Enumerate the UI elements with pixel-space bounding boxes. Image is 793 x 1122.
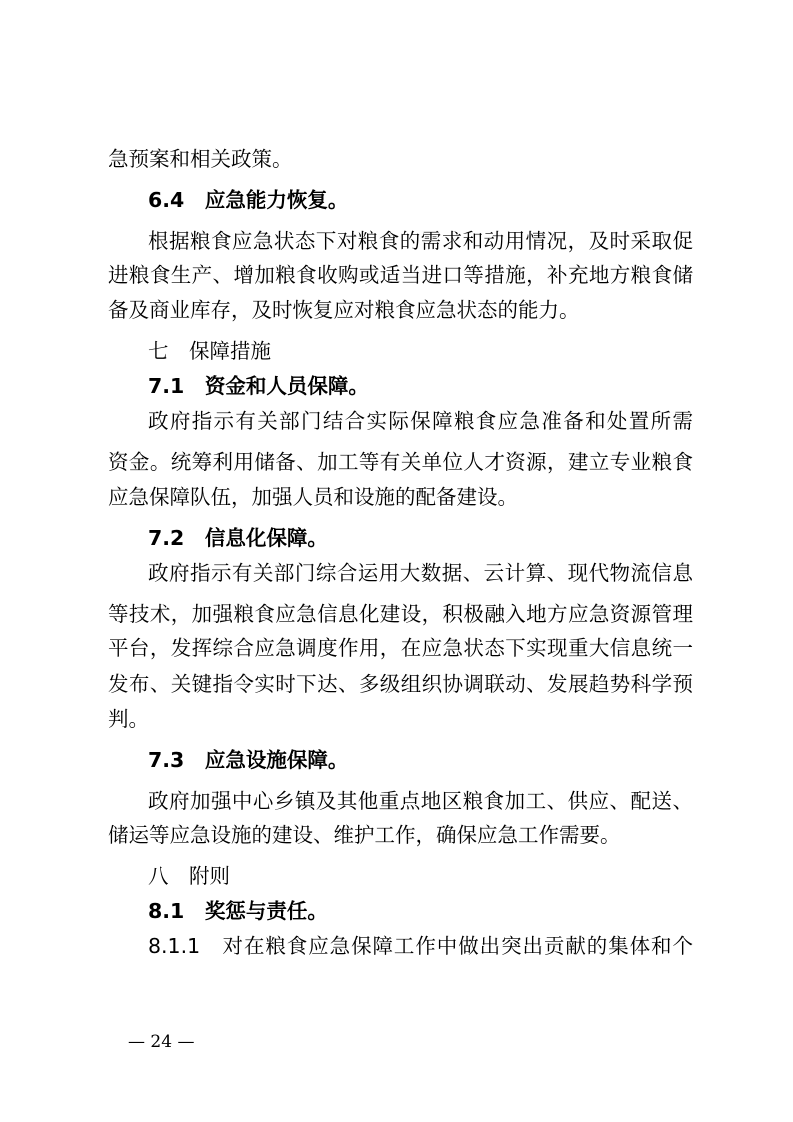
section-heading-7-1: 7.1 资金和人员保障。 [148,374,369,398]
paragraph-line: 8.1.1 对在粮食应急保障工作中做出突出贡献的集体和个 [148,934,693,958]
paragraph-line: 平台，发挥综合应急调度作用，在应急状态下实现重大信息统一 [108,636,693,660]
section-heading-8-1: 8.1 奖惩与责任。 [148,899,328,923]
paragraph-line: 发布、关键指令实时下达、多级组织协调联动、发展趋势科学预 [108,672,693,696]
section-heading-7-2: 7.2 信息化保障。 [148,526,328,550]
section-heading-6-4: 6.4 应急能力恢复。 [148,188,349,212]
paragraph-line: 备及商业库存，及时恢复应对粮食应急状态的能力。 [108,298,580,322]
paragraph-line: 进粮食生产、增加粮食收购或适当进口等措施，补充地方粮食储 [108,263,693,287]
paragraph-line: 判。 [108,707,149,731]
section-heading-7-3: 7.3 应急设施保障。 [148,748,349,772]
continuation-line: 急预案和相关政策。 [108,147,293,171]
paragraph-line: 根据粮食应急状态下对粮食的需求和动用情况，及时采取促 [148,229,693,253]
chapter-heading-8: 八 附则 [148,864,230,888]
paragraph-line: 等技术，加强粮食应急信息化建设，积极融入地方应急资源管理 [108,602,693,626]
page-number: — 24 — [128,1032,195,1052]
paragraph-line: 政府指示有关部门结合实际保障粮食应急准备和处置所需 [148,409,693,433]
chapter-heading-7: 七 保障措施 [148,339,271,363]
paragraph-line: 政府指示有关部门综合运用大数据、云计算、现代物流信息 [148,561,693,585]
paragraph-line: 资金。统筹利用储备、加工等有关单位人才资源，建立专业粮食 [108,450,693,474]
paragraph-line: 应急保障队伍，加强人员和设施的配备建设。 [108,485,518,509]
paragraph-line: 政府加强中心乡镇及其他重点地区粮食加工、供应、配送、 [148,789,693,813]
paragraph-line: 储运等应急设施的建设、维护工作，确保应急工作需要。 [108,823,621,847]
